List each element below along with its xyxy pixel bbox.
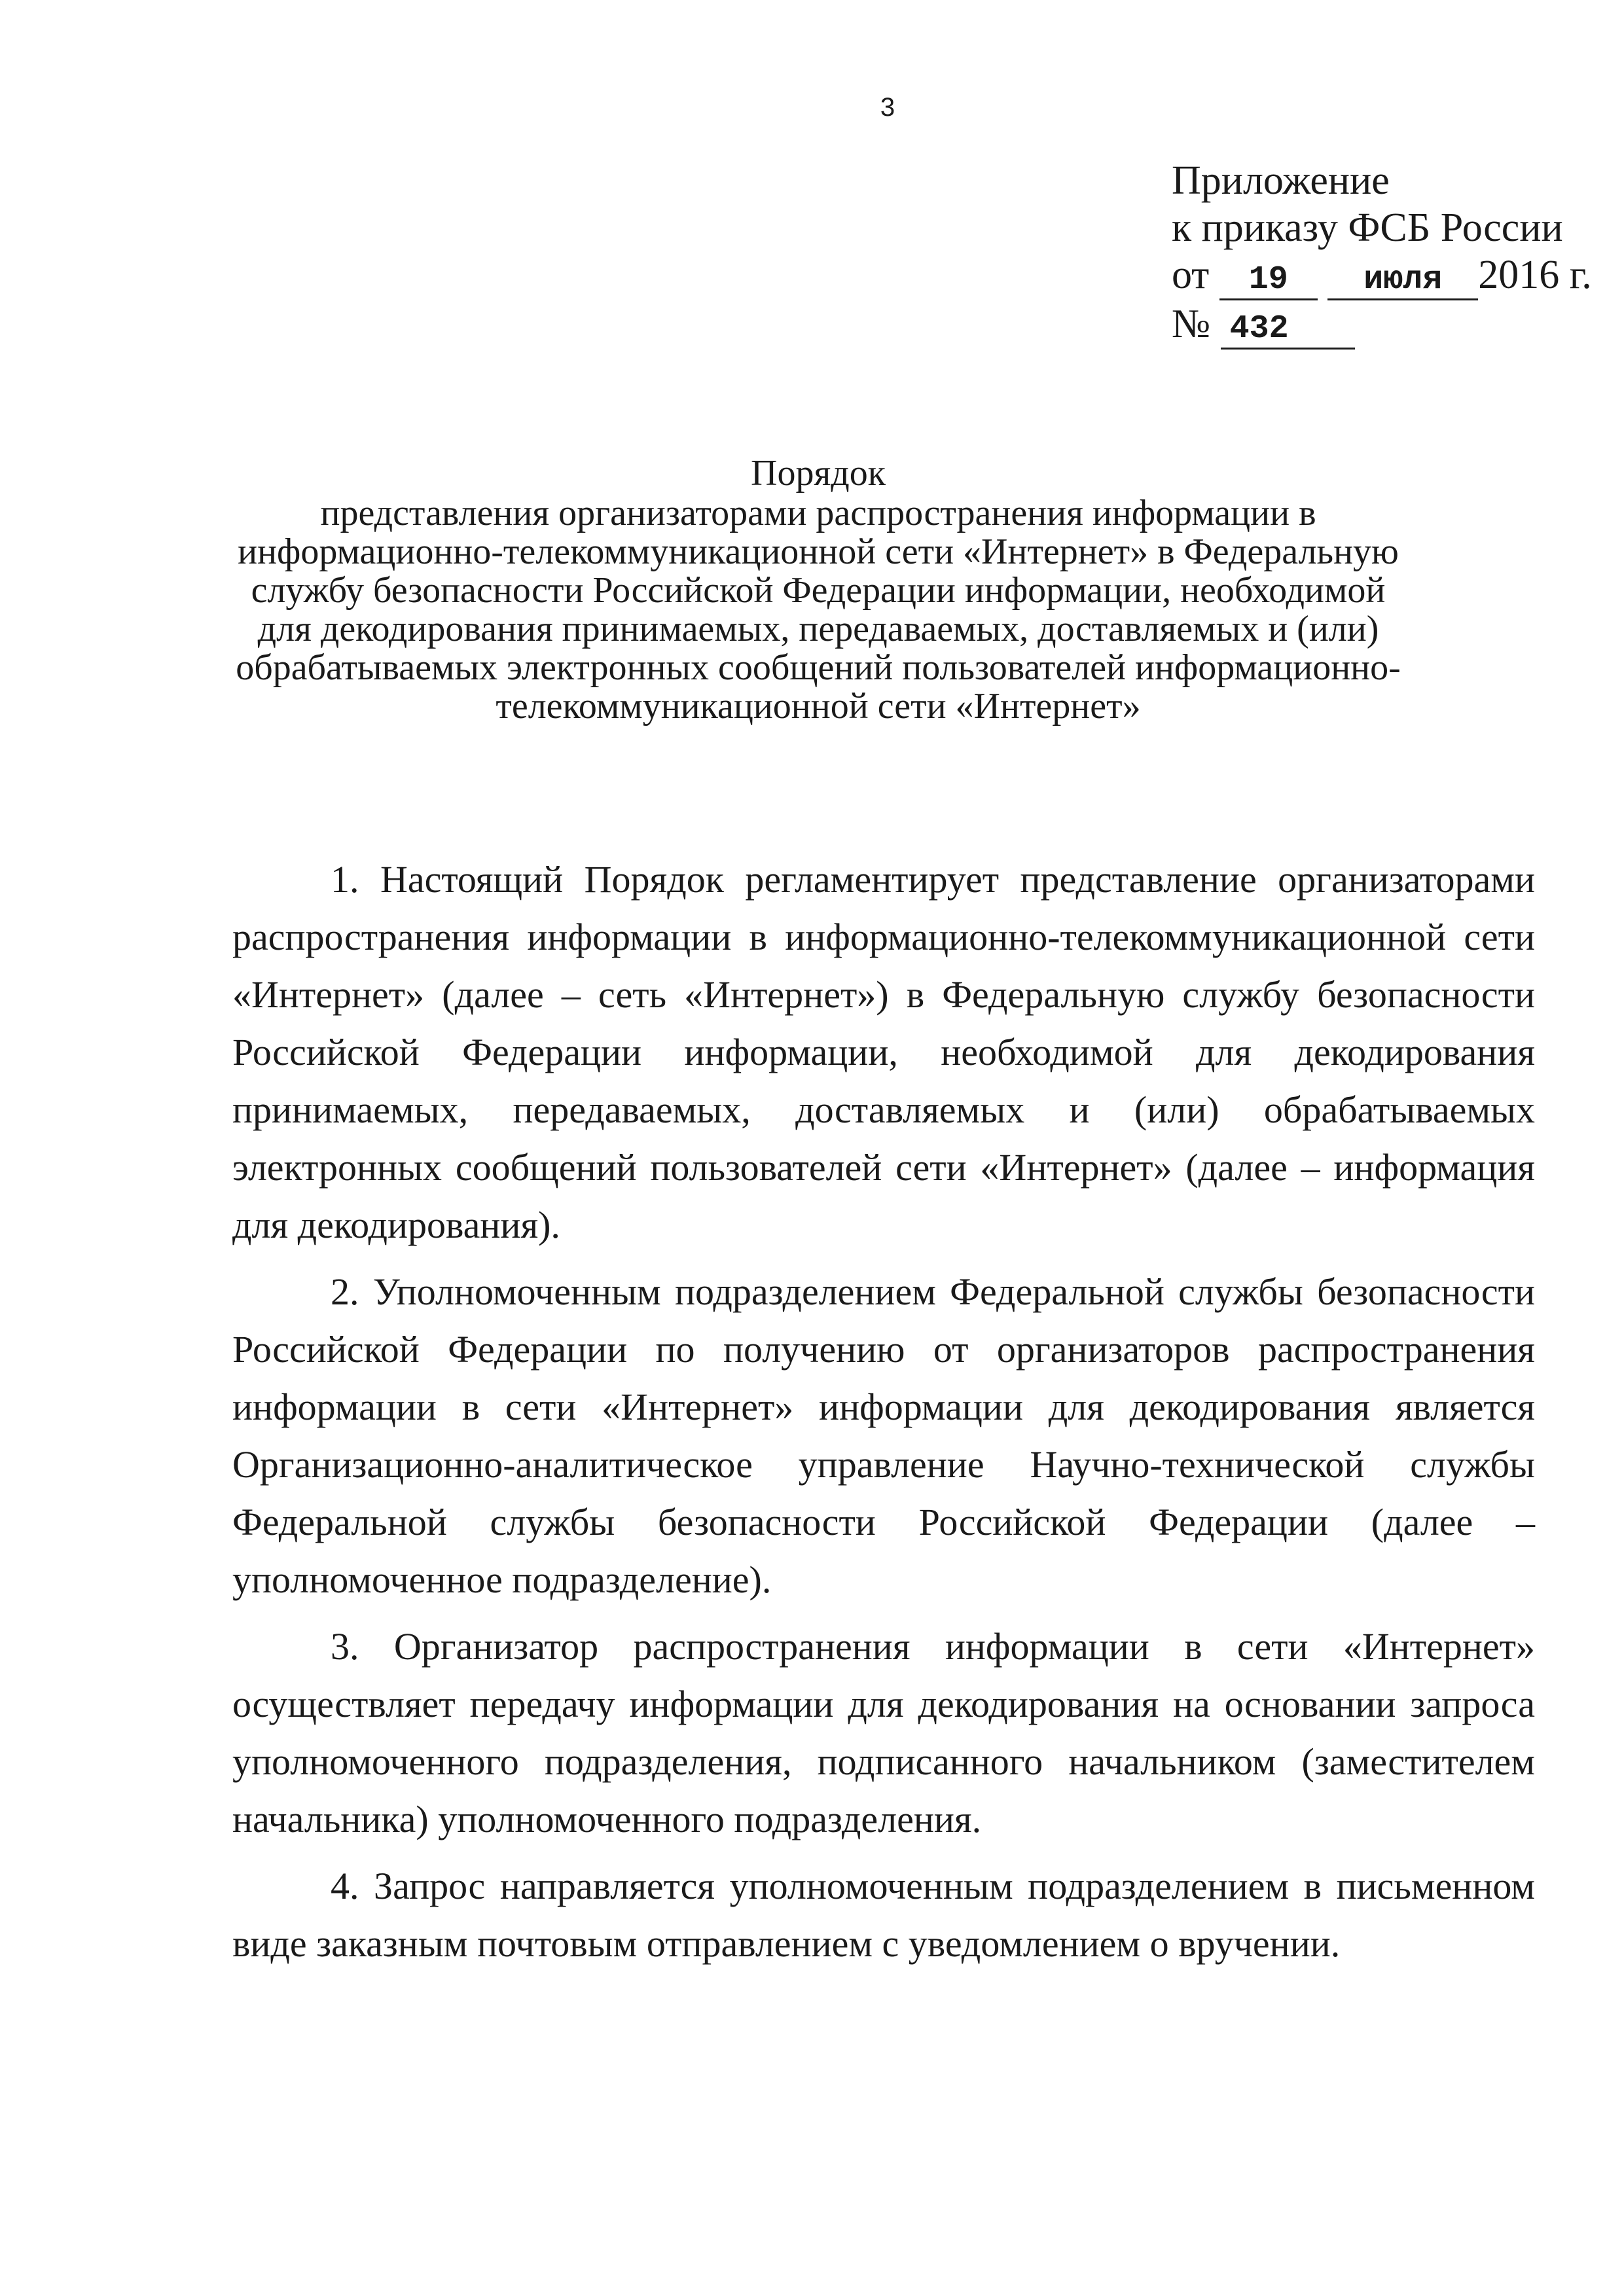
title-line: для декодирования принимаемых, передаваемых, доставляемых и (или)	[257, 609, 1379, 649]
appendix-date	[1172, 251, 1617, 300]
title-line: службу безопасности Российской Федерации информации, необходимой	[251, 570, 1386, 611]
number-prefix: №	[1172, 302, 1211, 346]
paragraph-4: 4. Запрос направляется уполномоченным подразделением в письменном виде заказным почтовым отправлением с уведомлением о вручении.	[232, 1865, 1535, 1965]
title-line: представления организаторами распространения информации в	[320, 493, 1316, 533]
page-number: 3	[880, 93, 895, 122]
date-year: 2016 г.	[1478, 253, 1592, 297]
document-body	[232, 851, 1535, 1982]
date-day: 19	[1219, 262, 1318, 300]
paragraph-3: 3. Организатор распространения информации в сети «Интернет» осуществляет передачу информации для декодирования на основании запроса уполномоченного подразделения, подписанного начальником (заместителем начальника) уполномоченного подразделения.	[232, 1625, 1535, 1840]
appendix-number	[1172, 300, 1617, 350]
document-title	[196, 454, 1440, 726]
appendix-order-ref: к приказу ФСБ России	[1172, 206, 1563, 250]
paragraph-2: 2. Уполномоченным подразделением Федеральной службы безопасности Российской Федерации по получению от организаторов распространения информации в сети «Интернет» информации для декодирования является Организационно-аналитическое управление Научно-технической службы Федеральной службы безопасности Российской Федерации (далее – уполномоченное подразделение).	[232, 1270, 1535, 1601]
title-heading: Порядок	[751, 453, 886, 493]
title-line: информационно-телекоммуникационной сети «Интернет» в Федеральную	[238, 531, 1399, 572]
order-number: 432	[1221, 311, 1355, 350]
appendix-title: Приложение	[1172, 158, 1390, 203]
title-line: обрабатываемых электронных сообщений пользователей информационно-	[236, 647, 1401, 688]
title-line: телекоммуникационной сети «Интернет»	[496, 686, 1141, 726]
appendix-block	[1172, 157, 1617, 350]
date-month: июля	[1327, 262, 1478, 300]
paragraph-1: 1. Настоящий Порядок регламентирует представление организаторами распространения информации в информационно-телекоммуникационной сети «Интернет» (далее – сеть «Интернет») в Федеральную службу безопасности Российской Федерации информации, необходимой для декодирования принимаемых, передаваемых, доставляемых и (или) обрабатываемых электронных сообщений пользователей сети «Интернет» (далее – информация для декодирования).	[232, 858, 1535, 1246]
date-prefix: от	[1172, 253, 1210, 297]
